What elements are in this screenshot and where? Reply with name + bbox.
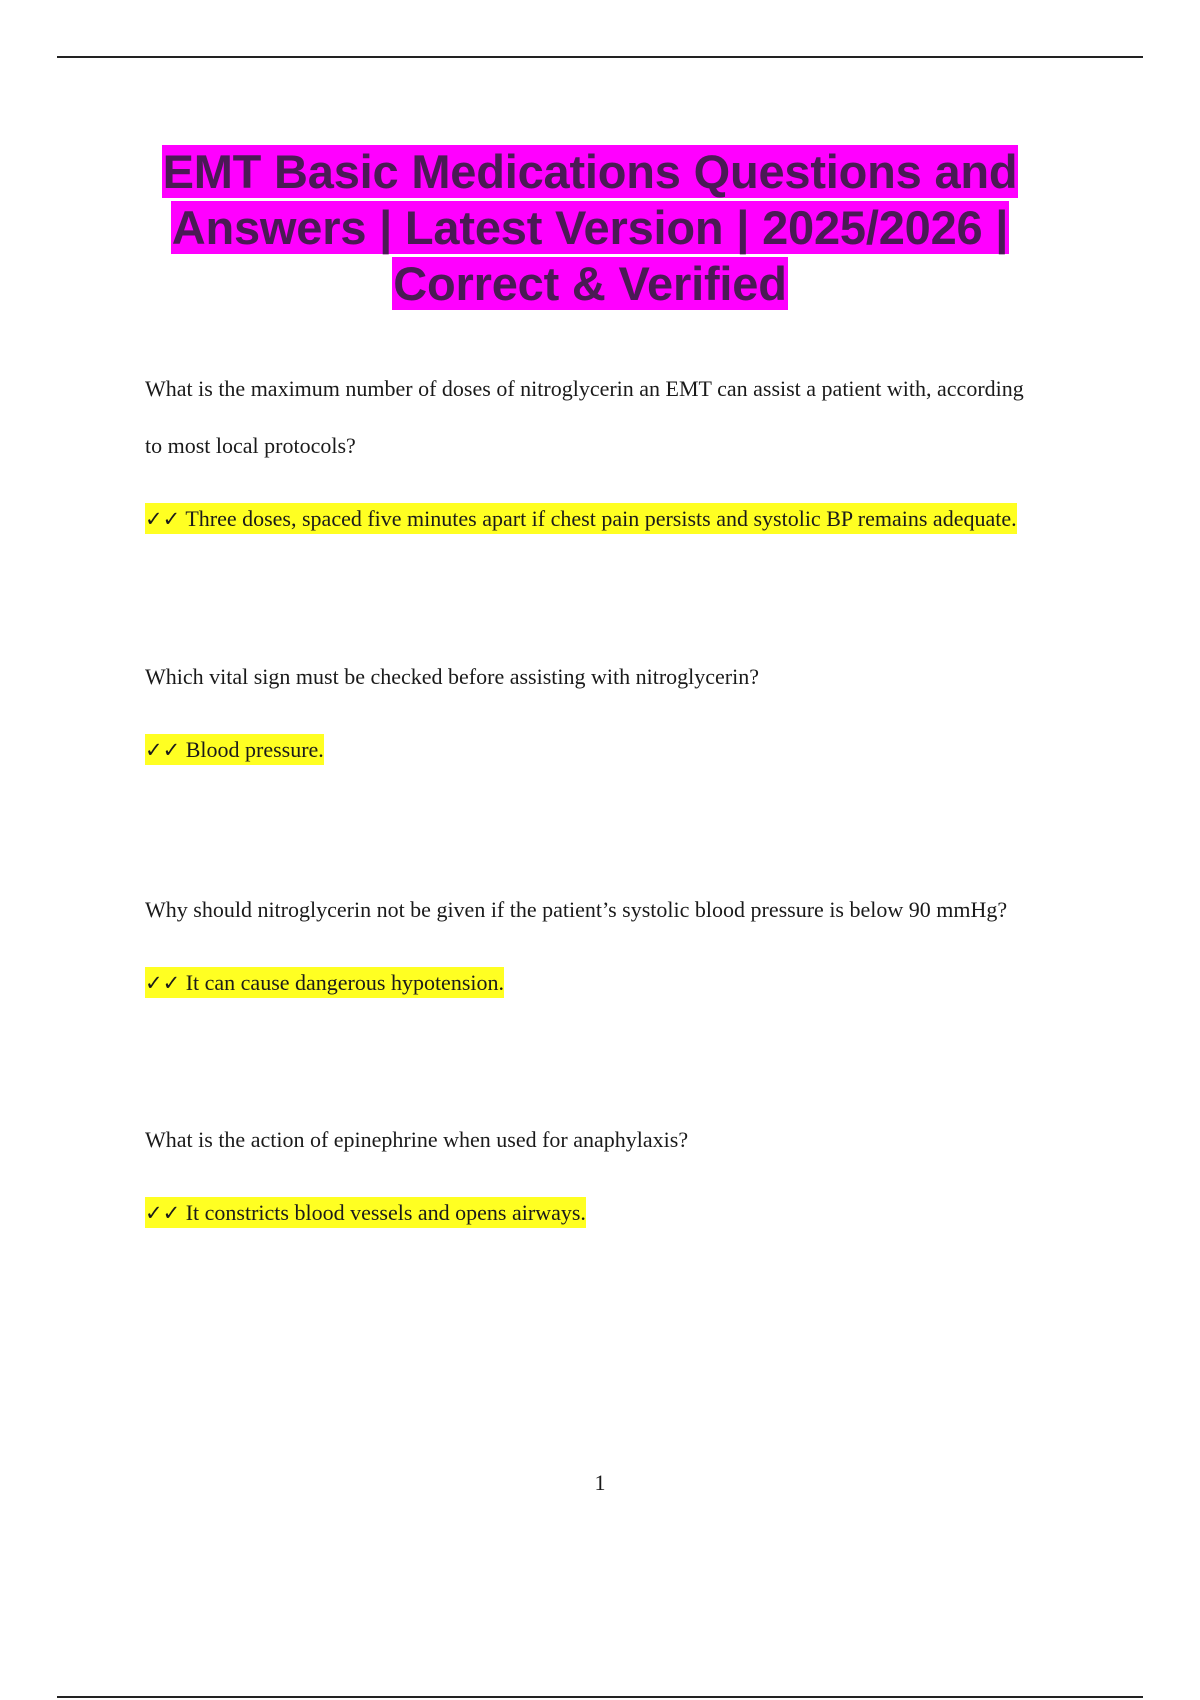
qa-item bbox=[145, 360, 1025, 550]
spacer bbox=[145, 781, 1025, 881]
check-icon: ✓✓ bbox=[145, 971, 181, 995]
check-icon: ✓✓ bbox=[145, 738, 181, 762]
qa-content bbox=[145, 360, 1025, 1244]
answer-highlight bbox=[145, 1197, 586, 1228]
check-icon: ✓✓ bbox=[145, 507, 181, 531]
qa-item bbox=[145, 648, 1025, 781]
page-number: 1 bbox=[594, 1470, 606, 1495]
answer bbox=[145, 719, 1025, 781]
answer-highlight bbox=[145, 503, 1017, 534]
spacer bbox=[145, 1014, 1025, 1111]
answer-text: It constricts blood vessels and opens airways. bbox=[185, 1200, 586, 1225]
qa-item bbox=[145, 1111, 1025, 1244]
question-text: What is the action of epinephrine when used for anaphylaxis? bbox=[145, 1127, 689, 1152]
answer-highlight bbox=[145, 734, 324, 765]
answer-text: It can cause dangerous hypotension. bbox=[185, 970, 504, 995]
question-text: Why should nitroglycerin not be given if the patient’s systolic blood pressure is below 90 mmHg? bbox=[145, 897, 1008, 922]
check-icon: ✓✓ bbox=[145, 1201, 181, 1225]
document-title-text: EMT Basic Medications Questions and Answers | Latest Version | 2025/2026 | Correct & Verified bbox=[162, 145, 1018, 310]
document-title bbox=[110, 144, 1070, 312]
answer bbox=[145, 1182, 1025, 1244]
question-text: What is the maximum number of doses of nitroglycerin an EMT can assist a patient with, according to most local protocols? bbox=[145, 376, 1024, 458]
answer-highlight bbox=[145, 967, 504, 998]
header-rule bbox=[57, 56, 1143, 58]
spacer bbox=[145, 550, 1025, 648]
footer-rule bbox=[57, 1696, 1143, 1698]
answer bbox=[145, 952, 1025, 1014]
qa-item bbox=[145, 881, 1025, 1014]
answer-text: Blood pressure. bbox=[185, 737, 324, 762]
answer-text: Three doses, spaced five minutes apart if chest pain persists and systolic BP remains adequate. bbox=[185, 506, 1017, 531]
question-text: Which vital sign must be checked before assisting with nitroglycerin? bbox=[145, 664, 760, 689]
answer bbox=[145, 488, 1025, 550]
